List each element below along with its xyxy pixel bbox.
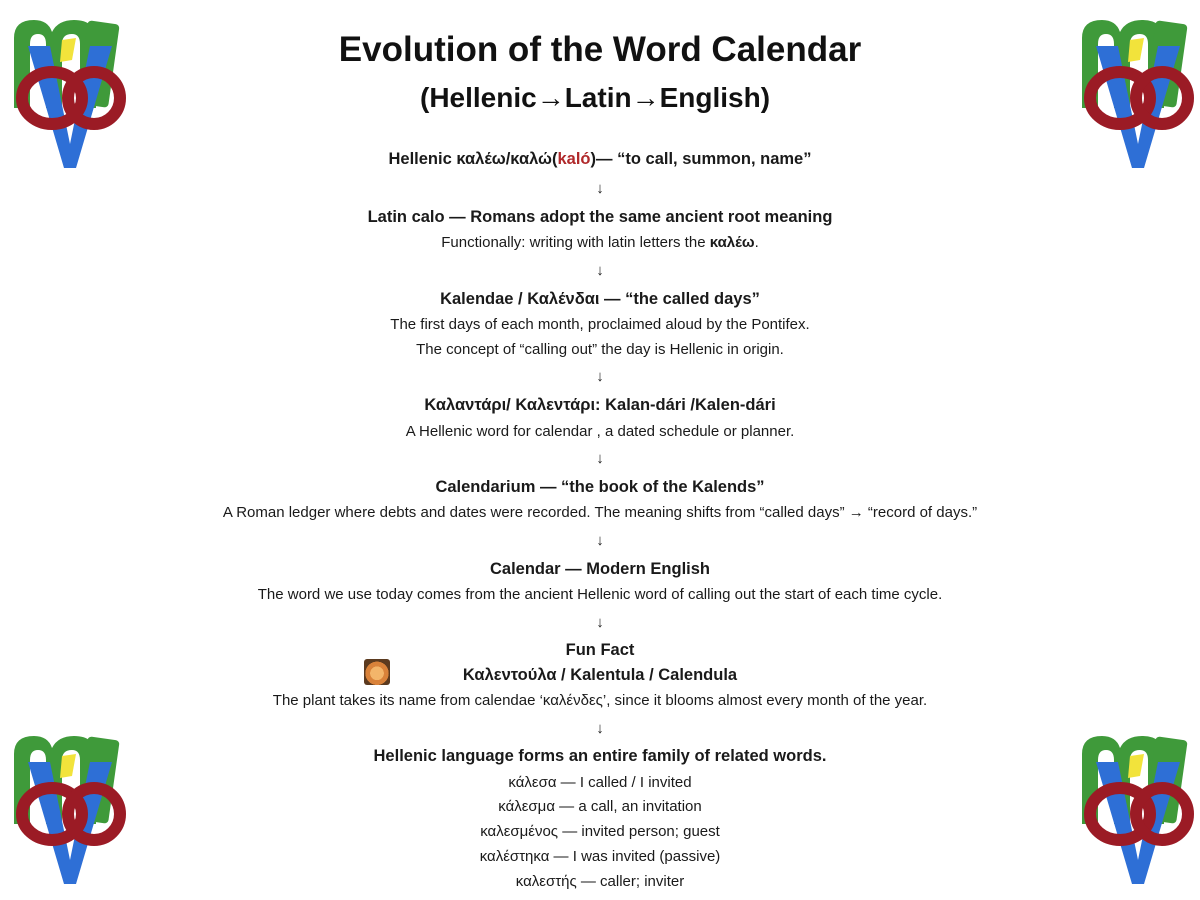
arrow-down-icon: ↓: [596, 368, 604, 385]
heading-text: Hellenic καλέω/καλώ(: [388, 150, 558, 168]
arrow-down-icon: ↓: [596, 450, 604, 467]
section-kalendae-line: The concept of “calling out” the day is Hellenic in origin.: [416, 341, 784, 358]
greek-word: καλέω: [709, 234, 755, 251]
arrow-down-icon: ↓: [596, 262, 604, 279]
section-calendarium-line: A Roman ledger where debts and dates were recorded. The meaning shifts from “called days” → “record of days.”: [222, 504, 978, 521]
section-kalantari-heading: Καλαντάρι/ Καλεντάρι: Kalan-dári /Kalen-dári: [424, 396, 776, 414]
fun-fact-line: The plant takes its name from calendae ‘καλένδες’, since it blooms almost every month of the year.: [272, 692, 928, 709]
arrow-down-icon: ↓: [596, 720, 604, 737]
section-calendar-heading: Calendar — Modern English: [489, 560, 711, 578]
body-text: .: [754, 234, 759, 251]
page-title: Evolution of the Word Calendar: [338, 30, 862, 69]
section-latin-heading: Latin calo — Romans adopt the same ancient root meaning: [367, 208, 833, 226]
section-kalendae-heading: Kalendae / Καλένδαι — “the called days”: [440, 290, 760, 308]
heading-text: )— “to call, summon, name”: [590, 150, 812, 168]
fun-fact-subheading: Καλεντούλα / Kalentula / Calendula: [462, 666, 738, 684]
word-family-item: καλέστηκα — I was invited (passive): [479, 848, 721, 865]
section-hellenic-heading: [0, 150, 1200, 169]
arrow-down-icon: ↓: [596, 532, 604, 549]
accent-text: kaló: [557, 150, 591, 168]
word-family-heading: Hellenic language forms an entire family of related words.: [373, 747, 827, 765]
section-calendar-line: The word we use today comes from the ancient Hellenic word of calling out the start of each time cycle.: [257, 586, 943, 603]
section-kalendae-line: The first days of each month, proclaimed aloud by the Pontifex.: [390, 316, 810, 333]
arrow-down-icon: ↓: [596, 180, 604, 197]
page-subtitle: (Hellenic→Latin→English): [420, 82, 771, 113]
word-family-item: καλεσμένος — invited person; guest: [480, 823, 720, 840]
body-text: Functionally: writing with latin letters the: [441, 234, 710, 251]
word-family-item: κάλεσα — I called / I invited: [508, 774, 692, 791]
section-calendarium-heading: Calendarium — “the book of the Kalends”: [435, 478, 765, 496]
section-kalantari-line: A Hellenic word for calendar , a dated schedule or planner.: [405, 423, 795, 440]
word-family-item: κάλεσμα — a call, an invitation: [498, 798, 702, 815]
section-latin-line: [0, 234, 1200, 251]
word-family-item: καλεστής — caller; inviter: [515, 873, 685, 890]
arrow-down-icon: ↓: [596, 614, 604, 631]
fun-fact-heading: Fun Fact: [565, 641, 635, 659]
